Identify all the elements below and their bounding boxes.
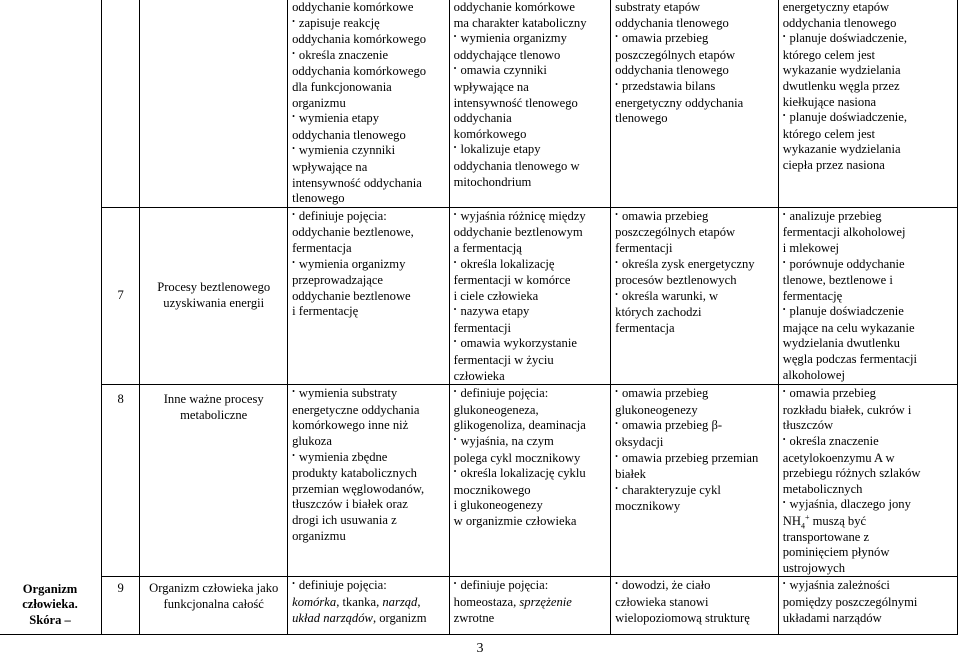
list-item: energetyczne oddychania (292, 402, 420, 417)
list-item: • nazywa etapy (454, 304, 609, 321)
list-item: transportowane z (782, 529, 870, 544)
list-item: rozkładu białek, cukrów i (782, 402, 912, 417)
list-item: układ narządów, organizm (292, 610, 427, 625)
list-item: • wymienia zbędne (292, 450, 447, 467)
list-item: oddychające tlenowo (453, 47, 561, 62)
topic-title: Organizm człowieka jako (149, 581, 279, 596)
list-item: polega cykl mocznikowy (453, 450, 581, 465)
list-item: oddychanie komórkowe (453, 0, 575, 14)
list-item: • planuje doświadczenie, (783, 110, 955, 127)
basic-requirements-cell (288, 577, 450, 635)
list-item: mające na celu wykazanie (782, 320, 915, 335)
list-item: człowieka (453, 368, 505, 383)
list-item: fermentację (782, 288, 843, 303)
list-item: acetylokoenzymu A w (782, 450, 895, 465)
list-item: • analizuje przebieg (783, 209, 955, 226)
list-item: oddychania tlenowego (782, 15, 897, 30)
list-item: a fermentacją (453, 240, 522, 255)
section-title-line: człowieka. (22, 597, 78, 612)
list-item: człowieka stanowi (615, 594, 709, 609)
list-item: wpływające na (292, 159, 368, 174)
list-item: • przedstawia bilans (615, 79, 776, 96)
extended-requirements-cell (449, 385, 611, 577)
list-item: wpływające na (453, 79, 529, 94)
list-item: • określa znaczenie (783, 434, 955, 451)
extended-requirements-cell (449, 0, 611, 207)
extended-plus-cell (611, 0, 779, 207)
list-item: energetyczny oddychania (615, 95, 744, 110)
lesson-number-cell: 7 (102, 207, 140, 385)
list-item: oddychanie komórkowe (292, 0, 414, 14)
list-item: wydzielania dwutlenku (782, 336, 900, 351)
list-item: • omawia przebieg przemian (615, 451, 776, 468)
list-item: • planuje doświadczenie (783, 304, 955, 321)
topic-title: Procesy beztlenowego (157, 280, 271, 295)
extended-plus-cell (611, 207, 779, 385)
list-item: poszczególnych etapów (615, 47, 736, 62)
list-item: poszczególnych etapów (615, 225, 736, 240)
list-item: którego celem jest (782, 126, 876, 141)
lesson-number-cell: 8 (102, 385, 140, 577)
lesson-number-cell (102, 0, 140, 207)
list-item: • definiuje pojęcia: (292, 209, 447, 226)
list-item: fermentacji (615, 240, 673, 255)
list-item: drogi ich usuwania z (292, 513, 397, 527)
top-level-cell (778, 385, 957, 577)
list-item: komórkowego (453, 126, 527, 141)
top-level-cell (778, 207, 957, 385)
list-item: • omawia przebieg (615, 386, 776, 403)
list-item: • określa zysk energetyczny (615, 257, 776, 274)
list-item: wielopoziomową strukturę (615, 610, 750, 625)
list-item: których zachodzi (615, 305, 702, 320)
list-item: wykazanie wydzielania (782, 63, 901, 78)
list-item: fermentacji alkoholowej (782, 225, 906, 240)
extended-plus-cell (611, 385, 779, 577)
list-item: tlenowego (615, 111, 668, 126)
list-item: • omawia czynniki (454, 63, 609, 80)
list-item: • porównuje oddychanie (783, 257, 955, 274)
list-item: oddychanie beztlenowym (453, 225, 583, 240)
topic-title: funkcjonalna całość (163, 596, 264, 611)
list-item: zwrotne (453, 610, 495, 625)
list-item: $NH_4^+$ muszą być (782, 512, 867, 531)
list-item: tłuszczów i białek oraz (292, 497, 408, 512)
list-item: tlenowego (292, 191, 345, 206)
list-item: metabolicznych (782, 481, 863, 496)
list-item: • wyjaśnia zależności (783, 578, 955, 595)
list-item: • omawia przebieg (615, 209, 776, 226)
list-item: • określa lokalizację cyklu (454, 466, 609, 483)
section-cell (0, 0, 102, 635)
list-item: pominięciem płynów (782, 545, 890, 560)
list-item: • definiuje pojęcia: (454, 578, 609, 595)
list-item: • omawia przebieg (783, 386, 955, 403)
list-item: • zapisuje reakcję (292, 16, 447, 33)
list-item: oddychania (453, 111, 512, 126)
list-item: komórkowego inne niż (292, 418, 409, 433)
list-item: produkty katabolicznych (292, 466, 417, 481)
topic-title: metaboliczne (180, 407, 248, 422)
list-item: alkoholowej (782, 367, 845, 382)
topic-cell (140, 385, 288, 577)
list-item: • definiuje pojęcia: (292, 578, 447, 595)
top-level-cell (778, 0, 957, 207)
list-item: przeprowadzające (292, 273, 383, 288)
list-item: tlenowe, beztlenowe i (782, 273, 893, 288)
list-item: organizmu (292, 528, 346, 543)
list-item: przemian węglowodanów, (292, 481, 425, 496)
list-item: substraty etapów (615, 0, 701, 14)
list-item: pomiędzy poszczególnymi (782, 594, 918, 609)
list-item: • wyjaśnia różnicę między (454, 209, 609, 226)
list-item: • wyjaśnia, na czym (454, 434, 609, 451)
list-item: ciepła przez nasiona (782, 157, 885, 172)
list-item: • planuje doświadczenie, (783, 31, 955, 48)
list-item: • omawia przebieg (615, 31, 776, 48)
list-item: • określa lokalizację (454, 257, 609, 274)
list-item: • wymienia substraty (292, 386, 447, 403)
extended-requirements-cell (449, 577, 611, 635)
list-item: komórka, tkanka, narząd, (292, 594, 421, 609)
list-item: • wymienia organizmy (454, 31, 609, 48)
list-item: tłuszczów (782, 418, 834, 433)
page-number: 3 (476, 641, 484, 656)
list-item: oddychanie beztlenowe, (292, 225, 414, 240)
extended-plus-cell (611, 577, 779, 635)
list-item: intensywność oddychania (292, 175, 422, 190)
basic-requirements-cell (288, 385, 450, 577)
extended-requirements-cell (449, 207, 611, 385)
list-item: węgla podczas fermentacji (782, 352, 917, 367)
list-item: i glukoneogenezy (453, 498, 543, 513)
list-item: i mlekowej (782, 240, 840, 255)
list-item: fermentacji w komórce (453, 273, 571, 288)
list-item: i ciele człowieka (453, 288, 539, 303)
topic-cell (140, 577, 288, 635)
list-item: • omawia wykorzystanie (454, 336, 609, 353)
table-row (0, 0, 958, 207)
list-item: którego celem jest (782, 47, 876, 62)
list-item: oddychania komórkowego (292, 64, 427, 79)
list-item: • wymienia czynniki (292, 143, 447, 160)
basic-requirements-cell (288, 0, 450, 207)
section-title-line: Skóra – (29, 612, 71, 627)
list-item: procesów beztlenowych (615, 273, 737, 288)
list-item: homeostaza, sprzężenie (453, 594, 572, 609)
table-row (0, 385, 958, 577)
list-item: • określa znaczenie (292, 48, 447, 65)
top-level-cell (778, 577, 957, 635)
list-item: układami narządów (782, 610, 882, 625)
list-item: • omawia przebieg β- (615, 418, 776, 435)
topic-cell (140, 207, 288, 385)
list-item: intensywność tlenowego (453, 95, 578, 110)
list-item: • definiuje pojęcia: (454, 386, 609, 403)
table-row (0, 207, 958, 385)
list-item: dwutlenku węgla przez (782, 78, 900, 93)
list-item: oddychania tlenowego w (453, 158, 580, 173)
list-item: • dowodzi, że ciało (615, 578, 776, 595)
list-item: oddychanie beztlenowe (292, 288, 411, 303)
lesson-number-cell: 9 (102, 577, 140, 635)
list-item: oddychania tlenowego (292, 127, 406, 142)
list-item: mocznikowy (615, 499, 681, 514)
list-item: mitochondrium (453, 174, 532, 189)
list-item: mocznikowego (453, 482, 531, 497)
list-item: oddychania komórkowego (292, 32, 427, 47)
list-item: wykazanie wydzielania (782, 142, 901, 157)
list-item: kiełkujące nasiona (782, 94, 877, 109)
topic-title: uzyskiwania energii (163, 295, 265, 310)
list-item: glukoneogeneza, (453, 402, 539, 417)
list-item: w organizmie człowieka (453, 514, 577, 528)
list-item: ustrojowych (782, 560, 845, 575)
table-row (0, 577, 958, 635)
list-item: fermentacja (615, 320, 675, 335)
list-item: przebiegu różnych szlaków (782, 466, 921, 481)
list-item: fermentacja (292, 240, 352, 255)
list-item: oddychania tlenowego (615, 15, 729, 30)
list-item: białek (615, 467, 646, 482)
list-item: glukoneogenezy (615, 402, 698, 417)
topic-cell (140, 0, 288, 207)
list-item: oddychania tlenowego (615, 63, 729, 78)
list-item: organizmu (292, 95, 346, 110)
list-item: • wyjaśnia, dlaczego jony (783, 497, 955, 514)
list-item: dla funkcjonowania (292, 79, 392, 94)
list-item: fermentacji (453, 320, 511, 335)
list-item: energetyczny etapów (782, 0, 890, 14)
list-item: • lokalizuje etapy (454, 142, 609, 159)
list-item: i fermentację (292, 304, 359, 319)
list-item: • określa warunki, w (615, 289, 776, 306)
list-item: oksydacji (615, 435, 664, 450)
list-item: • charakteryzuje cykl (615, 483, 776, 500)
list-item: • wymienia etapy (292, 111, 447, 128)
list-item: fermentacji w życiu (453, 353, 554, 368)
basic-requirements-cell (288, 207, 450, 385)
list-item: • wymienia organizmy (292, 257, 447, 274)
topic-title: Inne ważne procesy (163, 392, 264, 407)
list-item: glikogenoliza, deaminacja (453, 418, 586, 433)
section-title-line: Organizm (22, 581, 78, 596)
list-item: ma charakter kataboliczny (453, 15, 587, 30)
list-item: glukoza (292, 434, 332, 449)
